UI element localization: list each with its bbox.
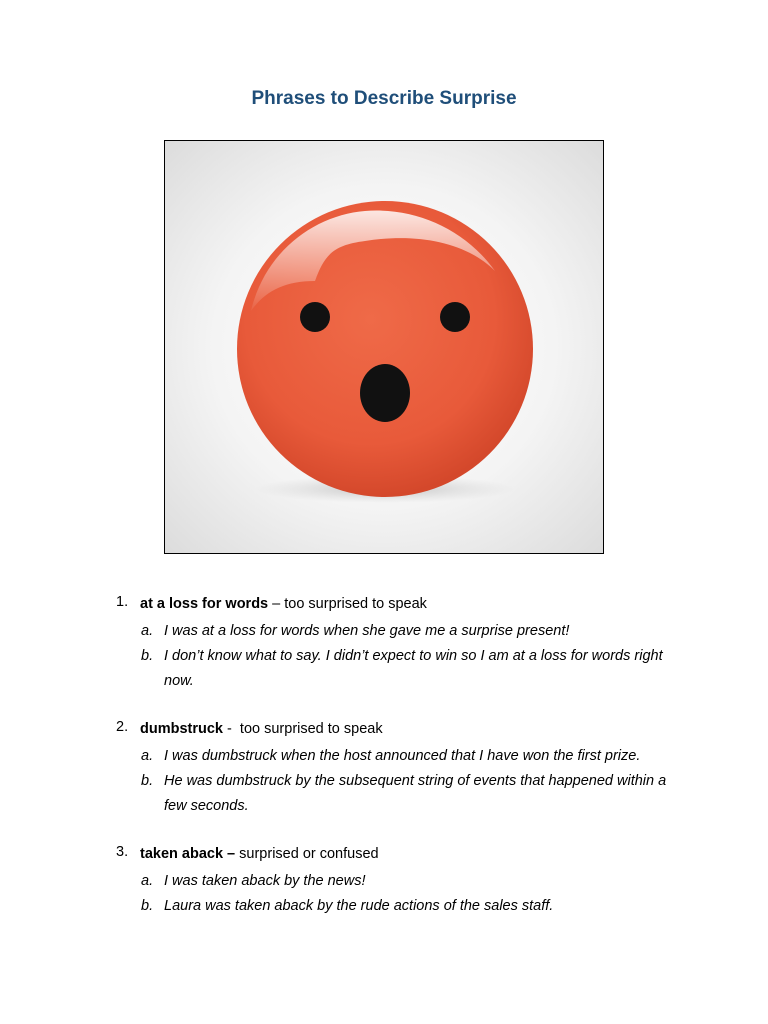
example-text: I don’t know what to say. I didn’t expect to win so I am at a loss for words right now. [164, 648, 663, 689]
example-item [0, 869, 768, 894]
left-eye [300, 302, 330, 332]
open-mouth [360, 364, 410, 422]
item-number: 3. [116, 844, 129, 860]
phrase-item [0, 594, 768, 694]
example-item [0, 894, 768, 919]
item-number: 1. [116, 594, 129, 610]
item-number: 2. [116, 719, 129, 735]
phrase-definition: surprised or confused [239, 846, 379, 862]
phrase-separator: - [223, 721, 240, 737]
example-item [0, 644, 768, 694]
example-letter: a. [141, 873, 154, 889]
example-item [0, 619, 768, 644]
example-letter: b. [141, 648, 154, 664]
phrase-definition: too surprised to speak [284, 596, 427, 612]
phrase-term: taken aback – [140, 846, 236, 862]
example-text: Laura was taken aback by the rude actions of the sales staff. [164, 898, 554, 914]
example-list [0, 744, 768, 819]
example-letter: b. [141, 898, 154, 914]
example-letter: a. [141, 748, 154, 764]
example-list [0, 619, 768, 694]
face-circle [237, 201, 533, 497]
example-text: I was at a loss for words when she gave me a surprise present! [164, 623, 570, 639]
example-list [0, 869, 768, 919]
example-text: He was dumbstruck by the subsequent string of events that happened within a few seconds. [164, 773, 667, 814]
phrase-term: at a loss for words [140, 596, 269, 612]
example-letter: b. [141, 773, 154, 789]
phrase-separator: – [268, 596, 285, 612]
item-heading [140, 844, 768, 864]
right-eye [440, 302, 470, 332]
example-item [0, 769, 768, 819]
page-title: Phrases to Describe Surprise [251, 88, 517, 109]
item-heading [140, 594, 768, 614]
surprised-face-image [164, 140, 604, 554]
phrase-item [0, 844, 768, 919]
phrase-item [0, 719, 768, 819]
phrase-term: dumbstruck [140, 721, 223, 737]
phrase-definition: too surprised to speak [239, 721, 383, 737]
example-text: I was taken aback by the news! [164, 873, 366, 889]
example-letter: a. [141, 623, 154, 639]
item-heading [140, 719, 768, 739]
example-item [0, 744, 768, 769]
surprised-face-emoji-icon [165, 141, 604, 554]
phrase-list [0, 594, 768, 944]
example-text: I was dumbstruck when the host announced that I have won the first prize. [164, 748, 641, 764]
